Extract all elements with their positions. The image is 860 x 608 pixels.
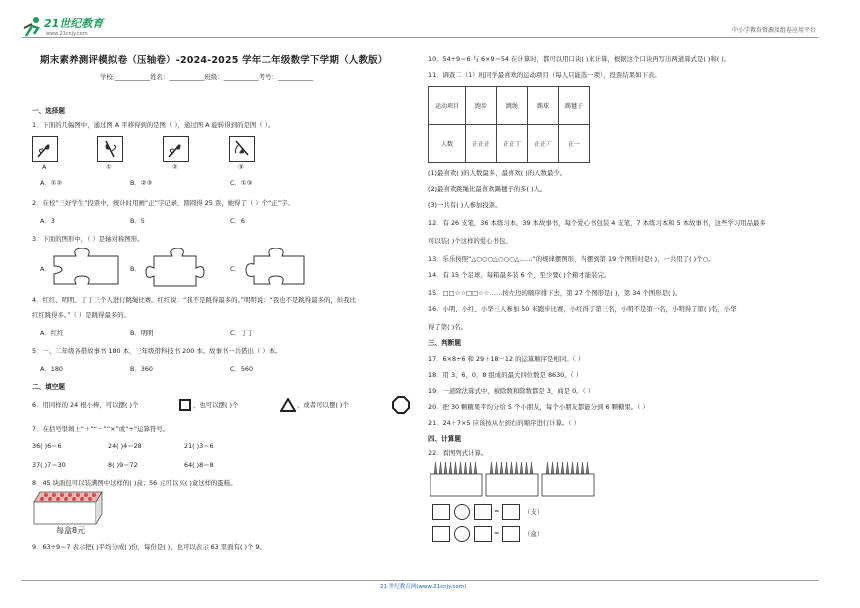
answer-box[interactable] <box>474 504 492 520</box>
table-cell: 人数 <box>440 141 453 148</box>
table-cell: 正正丆 <box>533 141 552 148</box>
figure-a <box>32 136 58 162</box>
option-a[interactable]: A．3 <box>40 217 55 225</box>
pencil-box-icon <box>542 462 594 496</box>
option-c[interactable]: C．丁丁 <box>230 329 254 337</box>
answer-box[interactable] <box>502 504 520 520</box>
question-1: 1．下面的几幅图中，通过图 A 平移得到的是图（ ），通过图 A 旋转得到的是图（ ）。 <box>32 121 275 129</box>
question-11-2: (2)最喜欢跳绳比最喜欢踢毽子的多( )人。 <box>428 185 547 193</box>
puzzle-shape-c <box>244 248 310 288</box>
option-a[interactable]: A．红红 <box>40 329 64 337</box>
fill-item: 37( )7＝30 <box>32 461 66 469</box>
table-cell: 正正正 <box>471 141 490 148</box>
leaf-icon <box>164 137 188 161</box>
answer-box[interactable] <box>502 526 520 542</box>
question-16: 16．小明、小红、小华三人参加 50 米跑步比赛，小红得了第三名，小明不是第一名，小明得了第( )名，小华 <box>428 305 737 313</box>
fill-item: 36( )6＝6 <box>32 442 62 450</box>
option-c[interactable]: C．①③ <box>230 179 253 187</box>
section-heading: 四、计算题 <box>428 435 461 443</box>
table-header-cell: 跑步 <box>474 103 487 110</box>
stick-octagon-icon <box>392 396 410 414</box>
page-title: 期末素养测评模拟卷（压轴卷）-2024-2025 学年二年级数学下学期（人教版） <box>40 55 388 66</box>
table-header-cell: 踢球 <box>536 103 549 110</box>
fill-item: 8( )9＝72 <box>108 461 138 469</box>
figure-3 <box>229 136 255 162</box>
header-rule <box>22 37 818 38</box>
option-a[interactable]: A． <box>40 265 51 273</box>
unit-label: （盒） <box>524 530 544 538</box>
answer-box[interactable] <box>432 504 450 520</box>
logo-text: 21世纪教育 <box>44 17 104 30</box>
question-7: 7．在括号里填上“＋”“－”“×”或“÷”运算符号。 <box>32 425 170 433</box>
cake-box-illustration <box>32 490 106 526</box>
question-6: 6．用同样的 24 根小棒，可以摆( )个 <box>32 401 139 409</box>
option-c[interactable]: C． <box>230 265 241 273</box>
question-11-1: (1)最喜欢( )的人数最多，最喜欢( )的人数最少。 <box>428 169 567 177</box>
footer-rule <box>22 580 818 581</box>
equals-sign: = <box>494 529 500 537</box>
pencil-box-icon <box>486 462 538 496</box>
puzzle-shape-a <box>50 248 122 288</box>
question-2: 2．在校“三好学生”投票中，统计时用画“正”字记录，圆圆得 25 票，她得了（ ）个“正”字。 <box>32 199 294 207</box>
leaf-icon <box>98 137 122 161</box>
figure-1 <box>97 136 123 162</box>
unit-label: （支） <box>524 508 544 516</box>
table-header-cell: 运动项目 <box>434 103 459 110</box>
option-b[interactable]: B．明明 <box>130 329 154 337</box>
footer-text: 21 世纪教育网(www.21cnjy.com) <box>380 584 467 590</box>
question-21: 21．24＋7×5 应该按从左到右的顺序进行计算。（ ） <box>428 419 581 427</box>
section-heading: 二、填空题 <box>32 383 65 391</box>
student-info-line: 学校:___________姓名：___________班级：___________考号：___________ <box>100 73 314 81</box>
question-19: 19．一道除法算式中，被除数和除数都是 3，商是 0。（ ） <box>428 387 595 395</box>
option-a[interactable]: A．180 <box>40 365 63 373</box>
question-13: 13．乐乐按照“△○○○△○○○△……”的规律摆图形，当摆到第 19 个图形时是( )，一共用了( )个○。 <box>428 255 715 263</box>
price-caption: 每盒8元 <box>56 526 86 535</box>
question-16-cont: 得了第( )名。 <box>428 323 467 331</box>
question-11-3: (3)一共有( )人参加投票。 <box>428 201 502 209</box>
leaf-icon <box>33 137 57 161</box>
question-12-cont: 可以装( )个这样的爱心书包。 <box>428 237 512 245</box>
stick-triangle-icon <box>280 398 296 412</box>
logo-subtext: www.21cnjy.com <box>46 31 88 37</box>
table-cell: 正正丅 <box>502 141 521 148</box>
option-b[interactable]: B．360 <box>130 365 153 373</box>
question-12: 12．有 26 支笔，36 本练习本，39 本故事书，每个爱心书包装 4 支笔，7 本练习本和 5 本故事书，这些学习用品最多 <box>428 219 766 227</box>
equation-row-2 <box>432 526 572 542</box>
fill-item: 64( )8＝8 <box>184 461 214 469</box>
figure-label: ① <box>106 163 112 171</box>
table-header-cell: 跳绳 <box>505 103 518 110</box>
question-20: 20．把 30 颗糖果平均分给 5 个小朋友，每个小朋友都能分到 6 颗糖果。（ ） <box>428 403 649 411</box>
option-b[interactable]: B．②③ <box>130 179 153 187</box>
question-18: 18．用 3、6、0、8 组成的最大四位数是 8630。（ ） <box>428 371 583 379</box>
survey-table <box>428 86 590 163</box>
option-c[interactable]: C．6 <box>230 217 245 225</box>
question-11: 11．调查二（1）班同学最喜欢的运动项目（每人只能选一项），投票结果如下表。 <box>428 71 661 79</box>
leaf-icon <box>230 137 254 161</box>
figure-label: ③ <box>238 163 244 171</box>
pencil-box-icon <box>430 462 482 496</box>
question-10: 10．54÷9＝6 与 6×9＝54 在计算时，都可以用口诀( )来计算，根据这个口诀再写出两道算式是( )和( )。 <box>428 55 731 63</box>
answer-circle[interactable] <box>454 504 470 520</box>
equals-sign: = <box>494 507 500 515</box>
logo-figure-icon <box>22 16 44 38</box>
option-b[interactable]: B．5 <box>130 217 145 225</box>
answer-box[interactable] <box>432 526 450 542</box>
option-a[interactable]: A．①② <box>40 179 63 187</box>
section-heading: 一、选择题 <box>32 107 65 115</box>
question-6-c: ，或者可以摆( )个 <box>297 401 349 409</box>
question-15: 15．□□☆☆□□☆☆……按左边的顺序排下去，第 27 个图形是( )，第 34 个图形是( )。 <box>428 289 682 297</box>
question-4-cont: 红红跳得多。”（ ）是跳得最多的。 <box>32 311 131 319</box>
header-platform-text: 中小学教育资源及组卷应用平台 <box>731 27 816 34</box>
question-6-b: ，也可以摆( )个 <box>193 401 239 409</box>
section-heading: 三、判断题 <box>428 339 461 347</box>
puzzle-shape-b <box>144 248 208 288</box>
option-b[interactable]: B． <box>130 265 141 273</box>
question-4: 4．红红、明明、丁丁三个人进行跳绳比赛。红红说：“我不是跳得最多的。”明明说：“我也不是跳得最多的，但我比 <box>32 296 356 304</box>
question-5: 5．一、二年级各借故事书 180 本，三年级借科技书 200 本。故事书一共借出（ ）本。 <box>32 347 282 355</box>
table-cell: 正一 <box>567 141 580 148</box>
question-3: 3．下面的图形中，（ ）是轴对称图形。 <box>32 235 144 243</box>
answer-circle[interactable] <box>454 526 470 542</box>
fill-item: 24( )4＝28 <box>108 442 142 450</box>
question-8: 8．45 块面包可以装满图中这样的( )盒；56 元可以买( )盒这样的蛋糕。 <box>32 479 237 487</box>
question-14: 14．有 15 个足球，每箱最多装 6 个，至少要( )个箱才能装完。 <box>428 271 611 279</box>
option-c[interactable]: C．560 <box>230 365 254 373</box>
table-header-cell: 踢毽子 <box>564 103 583 110</box>
equation-row-1 <box>432 504 572 520</box>
question-9: 9．63÷9＝7 表示把( )平均分成( )份，每份是( )，也可以表示 63 里面有( )个 9。 <box>32 543 266 551</box>
stick-square-icon <box>178 398 192 412</box>
figure-2 <box>163 136 189 162</box>
question-17: 17．6×8÷6 和 29＋18－12 的运算顺序是相同。（ ） <box>428 355 585 363</box>
fill-item: 21( )3＝6 <box>184 442 214 450</box>
figure-label: ② <box>172 163 178 171</box>
answer-box[interactable] <box>474 526 492 542</box>
pencil-box-group <box>430 460 620 500</box>
figure-label: A <box>42 163 47 171</box>
question-22: 22．看图列式计算。 <box>428 449 488 457</box>
